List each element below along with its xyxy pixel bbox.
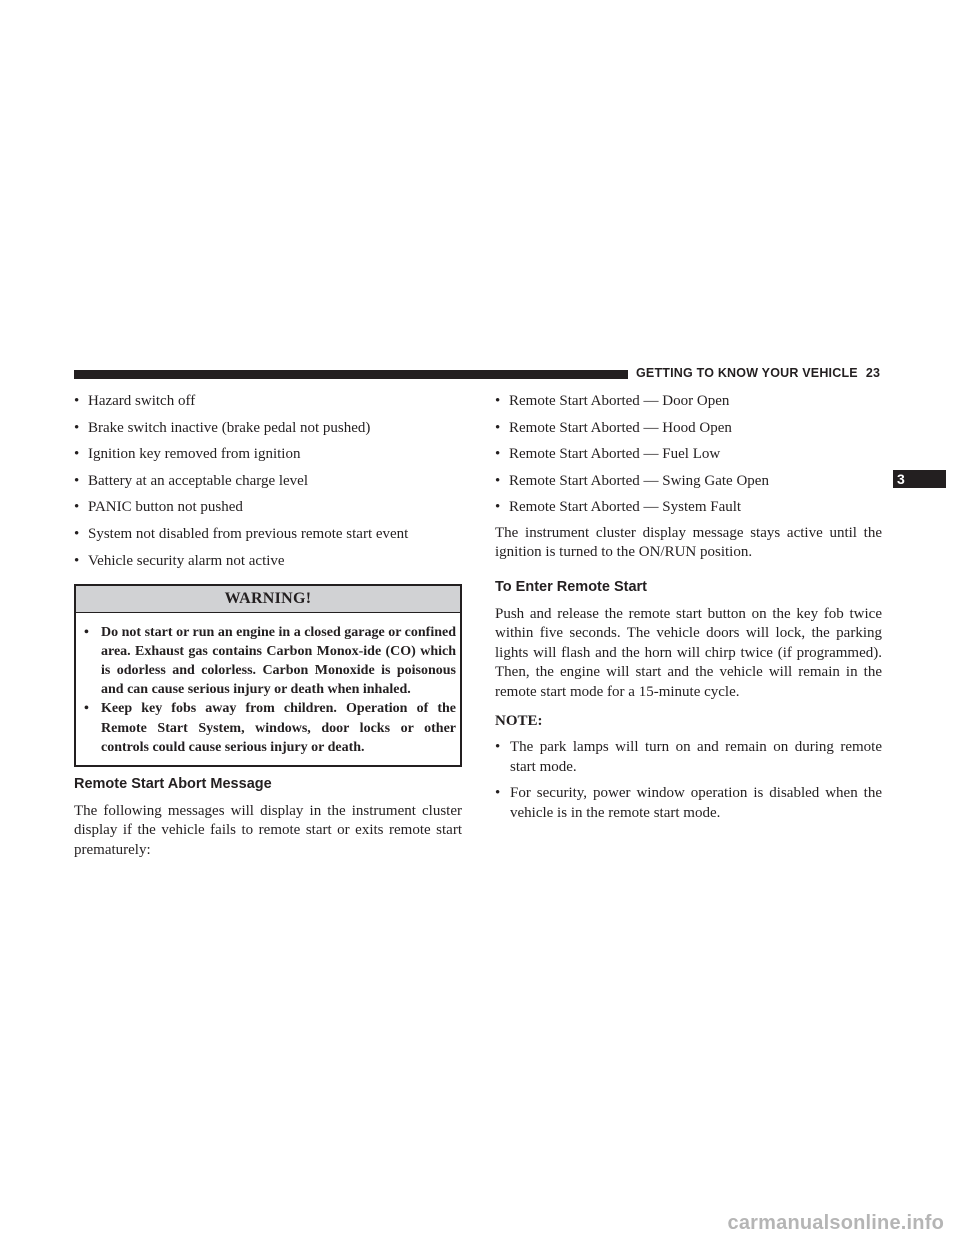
warning-title: WARNING! [76,586,460,613]
bullet-icon: • [495,419,501,436]
bullet-icon: • [495,446,501,463]
abort-heading: Remote Start Abort Message [74,775,272,792]
list-item: • Brake switch inactive (brake pedal not pushed) [74,419,371,436]
left-column [74,392,462,860]
list-item: • Remote Start Aborted — Hood Open [495,419,732,436]
bullet-icon: • [74,393,80,409]
bullet-icon: • [495,785,501,802]
running-header [636,366,880,380]
bullet-icon: • [74,446,80,463]
enter-paragraph: Push and release the remote start button on the key fob twice within five seconds. The vehicle doors will lock, the parking lights will flash and the horn will chirp twice (if programmed). Then, the engine will start and the vehicle will remain in the remote start mode for a 15-minute cycle. [495,605,882,700]
list-item: • PANIC button not pushed [74,499,243,516]
list-item: • System not disabled from previous remote start event [74,525,409,542]
abort-messages-list [495,392,882,517]
list-item: • For security, power window operation is disabled when the vehicle is in the remote start mode. [495,785,882,821]
list-item: • Remote Start Aborted — Door Open [495,393,730,409]
bullet-icon: • [84,701,89,717]
bullet-icon: • [74,419,80,436]
section-title: GETTING TO KNOW YOUR VEHICLE [636,366,858,380]
warning-item: • Keep key fobs away from children. Operation of the Remote Start System, windows, door locks or other controls could cause serious injury or death. [84,701,456,755]
watermark: carmanualsonline.info [727,1212,944,1234]
bullet-icon: • [74,472,80,489]
header-rule [74,370,628,379]
enter-heading: To Enter Remote Start [495,578,648,595]
bullet-icon: • [74,499,80,516]
bullet-icon: • [74,525,80,542]
list-item: • Remote Start Aborted — Fuel Low [495,446,721,463]
list-item: • Vehicle security alarm not active [74,552,285,569]
bullet-icon: • [74,552,80,569]
note-list [495,738,882,823]
cluster-paragraph: The instrument cluster display message stays active until the ignition is turned to the ON/RUN position. [495,524,882,561]
bullet-icon: • [495,393,501,409]
chapter-tab[interactable]: 3 [893,470,946,488]
bullet-icon: • [495,499,501,516]
list-item: • Remote Start Aborted — Swing Gate Open [495,472,769,489]
right-column [495,392,882,830]
warning-body [76,613,460,765]
bullet-icon: • [84,624,89,640]
bullet-icon: • [495,472,501,489]
page-number: 23 [865,366,881,380]
list-item: • Remote Start Aborted — System Fault [495,499,742,516]
note-label: NOTE: [495,713,543,730]
bullet-icon: • [495,739,501,756]
list-item: • Hazard switch off [74,393,196,409]
abort-paragraph: The following messages will display in the instrument cluster display if the vehicle fails to remote start or exits remote start prematurely: [74,802,462,858]
list-item: • The park lamps will turn on and remain on during remote start mode. [495,739,882,775]
warning-item: • Do not start or run an engine in a closed garage or confined area. Exhaust gas contains Carbon Monox-ide (CO) which is odorless and colorless. Carbon Monoxide is poisonous and can cause serious injury or death when inhaled. [84,624,456,698]
warning-box [74,584,462,767]
conditions-list [74,392,462,571]
list-item: • Battery at an acceptable charge level [74,472,309,489]
list-item: • Ignition key removed from ignition [74,446,301,463]
